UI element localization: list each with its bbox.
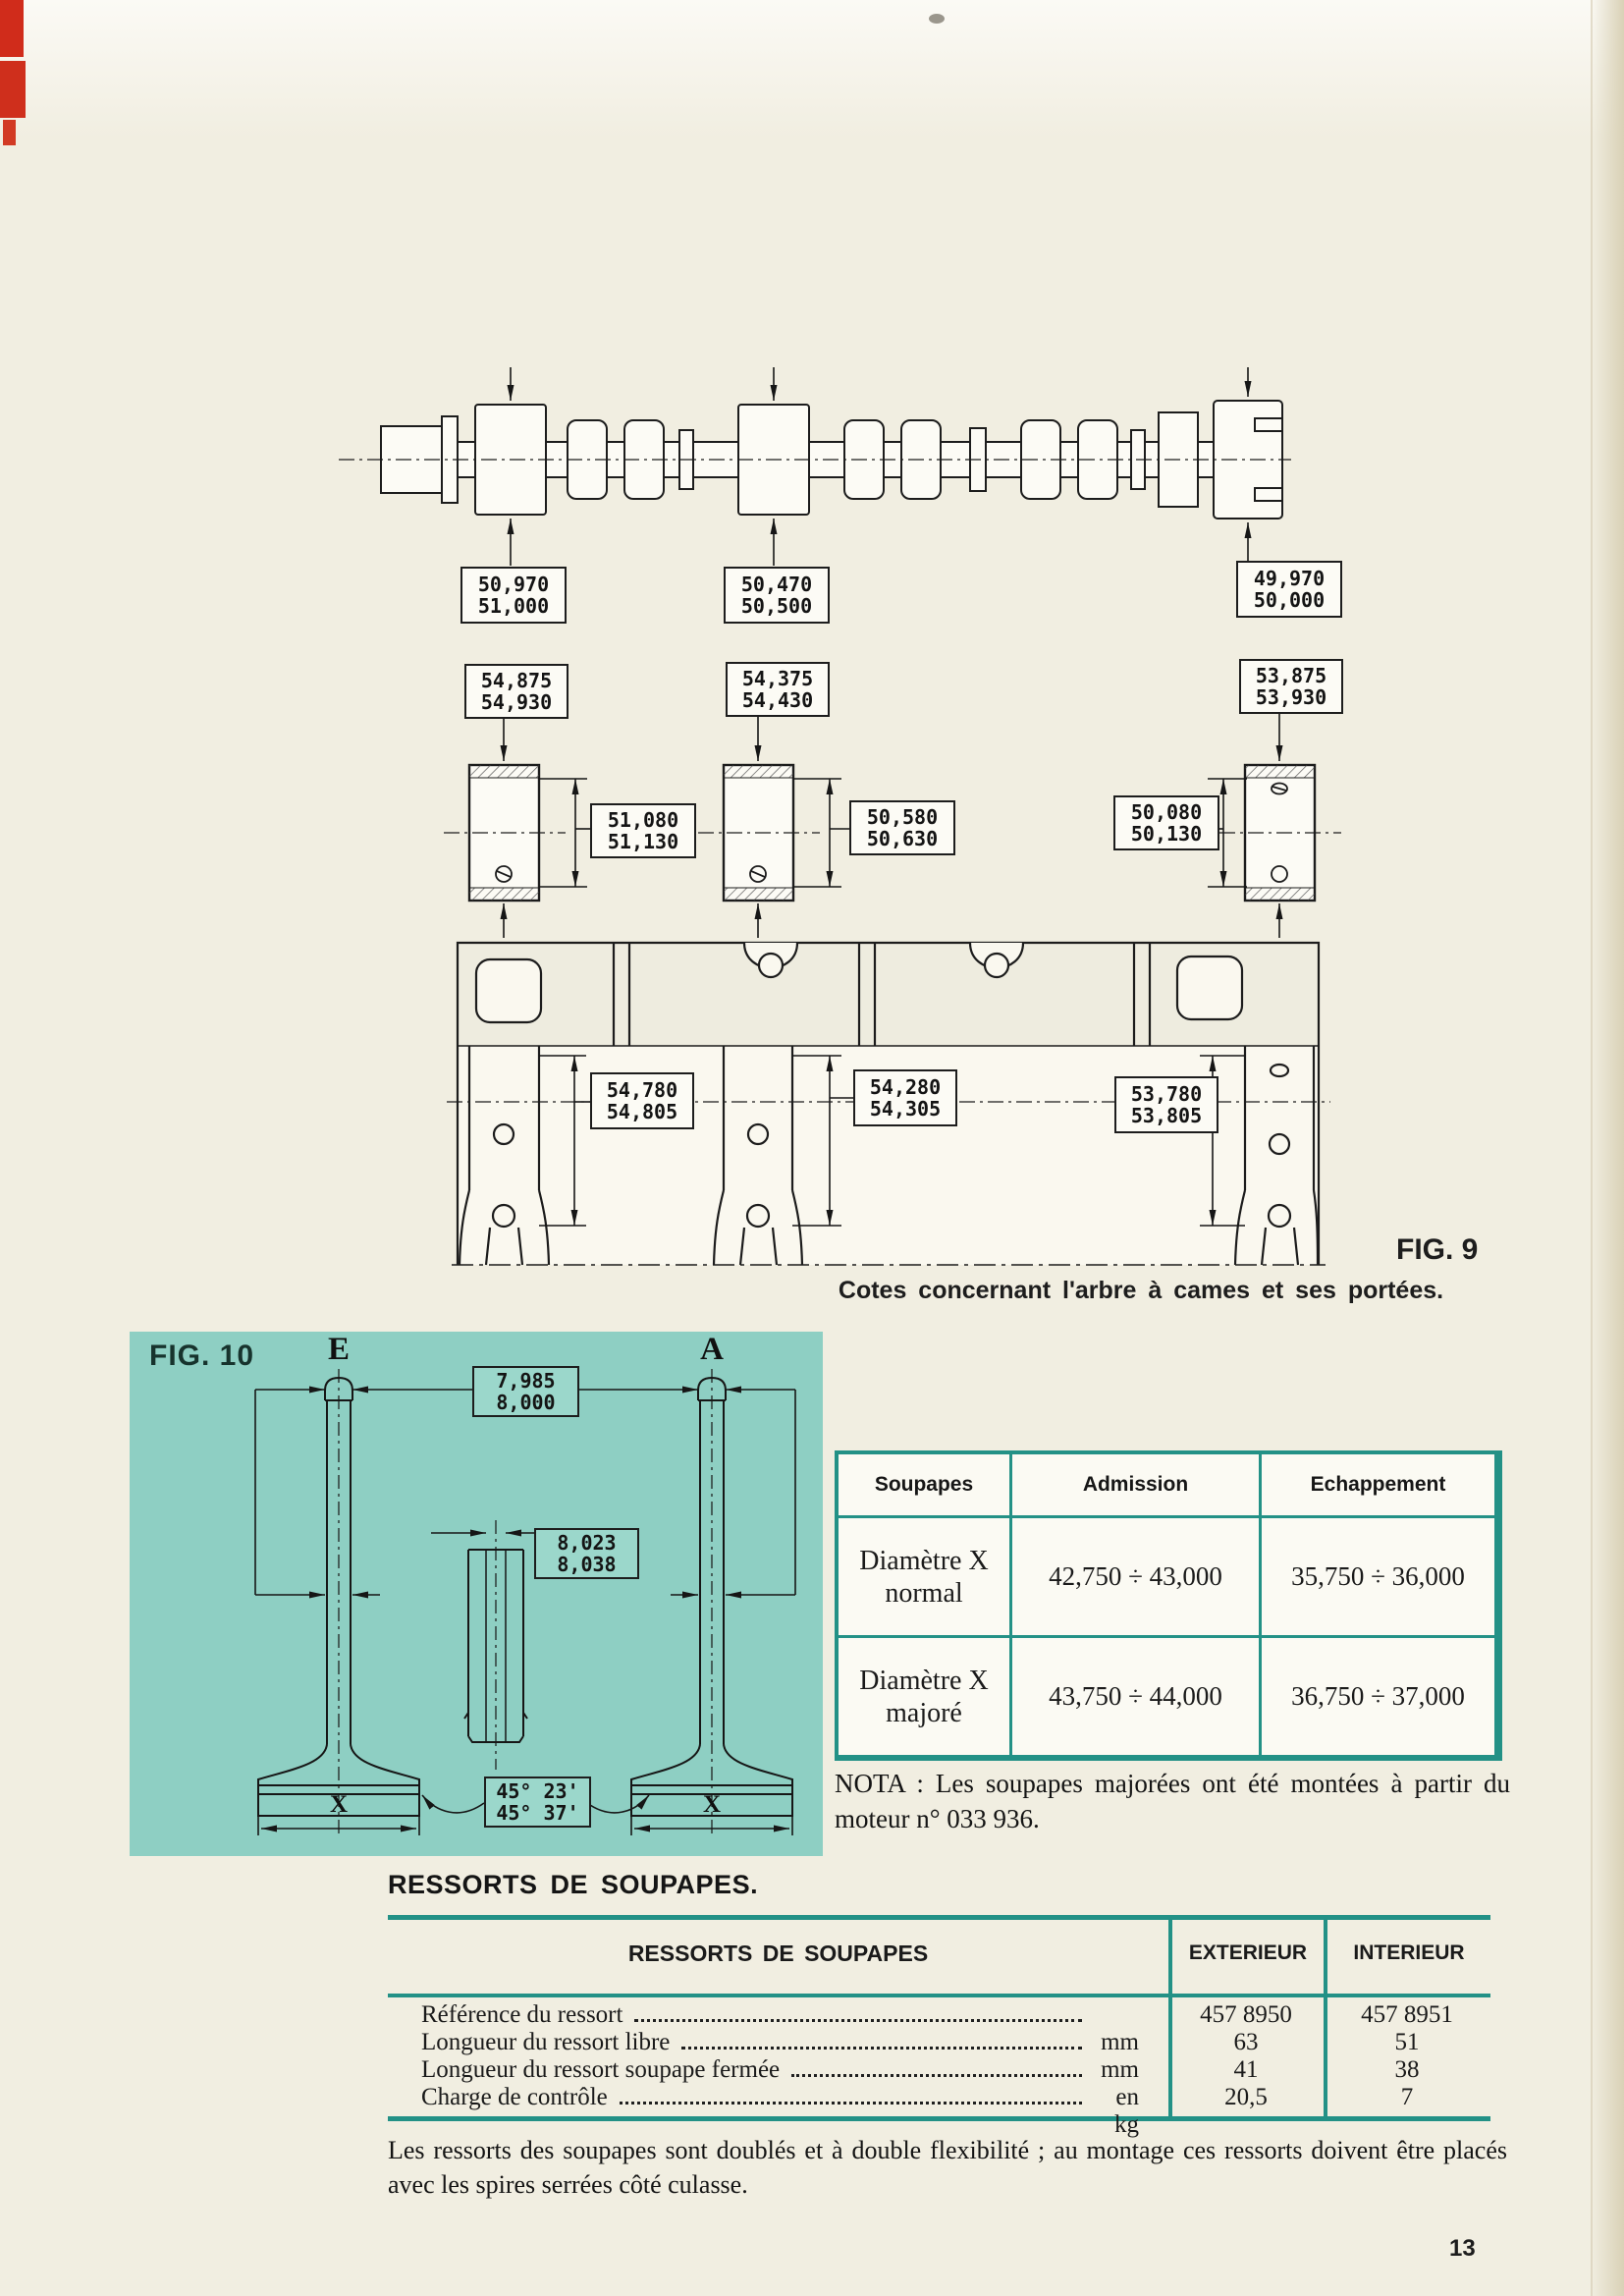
cell-exterieur: 457 8950 <box>1200 2001 1292 2028</box>
dim-box-shell3-bore: 50,080 50,130 <box>1113 795 1219 850</box>
fig10-panel <box>130 1332 823 1856</box>
cell-exterieur: 63 <box>1233 2029 1259 2055</box>
cell-interieur: 38 <box>1394 2056 1420 2083</box>
dim-box-valve-stem: 7,985 8,000 <box>472 1366 579 1417</box>
dim-box-shell2-bore: 50,580 50,630 <box>849 800 955 855</box>
dotted-leader <box>681 2047 1082 2050</box>
page-right-edge-line <box>1591 0 1593 2296</box>
page-number: 13 <box>1449 2235 1476 2262</box>
cell-exterieur: 41 <box>1233 2056 1259 2083</box>
row-unit: mm <box>1101 2029 1139 2055</box>
row-unit: mm <box>1101 2056 1139 2083</box>
dim-box-seat-angle: 45° 23' 45° 37' <box>484 1777 591 1828</box>
scan-speck <box>929 14 945 24</box>
dim-box-shell2-od: 54,375 54,430 <box>726 662 830 717</box>
exhaust-valve-label: E <box>327 1332 350 1367</box>
row-label: Longueur du ressort libre <box>421 2029 671 2055</box>
page-top-light-strip <box>0 0 1624 137</box>
fig9-label: FIG. 9 <box>1396 1233 1479 1266</box>
bearing-shells-drawing <box>432 648 1365 943</box>
col-header-interieur: INTERIEUR <box>1353 1941 1465 1964</box>
row-label-normal: Diamètre X normal <box>839 1518 1009 1635</box>
springs-heading: RESSORTS DE SOUPAPES. <box>388 1870 759 1899</box>
row-label-majore: Diamètre X majoré <box>839 1638 1009 1755</box>
cell-interieur: 7 <box>1400 2084 1414 2110</box>
springs-table-body <box>388 2001 1490 2138</box>
springs-footnote: Les ressorts des soupapes sont doublés et à double flexibilité ; au montage ces ressorts doivent être placés avec les spires serrées côté culasse. <box>388 2136 1507 2199</box>
dim-box-guide-bore: 8,023 8,038 <box>534 1528 639 1579</box>
cell-interieur: 51 <box>1394 2029 1420 2055</box>
springs-table <box>388 1915 1490 2138</box>
dotted-leader <box>620 2102 1082 2105</box>
dim-box-housing-bore3: 53,780 53,805 <box>1114 1076 1218 1133</box>
col-header-admission: Admission <box>1012 1454 1259 1515</box>
cell-admission-normal: 42,750 ÷ 43,000 <box>1012 1518 1259 1635</box>
dim-box-journal1-shaft: 50,970 51,000 <box>460 567 567 624</box>
dim-box-housing-bore1: 54,780 54,805 <box>590 1072 694 1129</box>
fig9-caption: Cotes concernant l'arbre à cames et ses portées. <box>838 1277 1444 1304</box>
row-label: Référence du ressort <box>421 2001 623 2028</box>
fig10-label: FIG. 10 <box>149 1339 255 1372</box>
dim-box-journal2-shaft: 50,470 50,500 <box>724 567 830 624</box>
cell-interieur: 457 8951 <box>1361 2001 1453 2028</box>
table-row <box>388 2084 1490 2138</box>
table-row <box>388 2029 1490 2056</box>
nota-paragraph: NOTA : Les soupapes majorées ont été montées à partir du moteur n° 033 936. <box>835 1769 1510 1833</box>
x-dim-label-intake: X <box>702 1791 722 1818</box>
intake-valve-label: A <box>700 1332 724 1367</box>
dim-box-shell1-od: 54,875 54,930 <box>464 664 568 719</box>
cell-echappement-normal: 35,750 ÷ 36,000 <box>1262 1518 1494 1635</box>
dim-box-shell3-od: 53,875 53,930 <box>1239 659 1343 714</box>
camshaft-drawing <box>334 361 1296 597</box>
red-edge-mark <box>0 61 26 118</box>
dim-box-journal3-shaft: 49,970 50,000 <box>1236 561 1342 618</box>
valve-diameter-table <box>835 1450 1502 1761</box>
cell-admission-majore: 43,750 ÷ 44,000 <box>1012 1638 1259 1755</box>
cell-echappement-majore: 36,750 ÷ 37,000 <box>1262 1638 1494 1755</box>
springs-table-title: RESSORTS DE SOUPAPES <box>627 1941 929 1966</box>
page-right-edge-shadow <box>1591 0 1624 2296</box>
row-label: Longueur du ressort soupape fermée <box>421 2056 781 2083</box>
dim-box-housing-bore2: 54,280 54,305 <box>853 1069 957 1126</box>
red-edge-mark <box>3 120 16 145</box>
x-dim-label-exhaust: X <box>329 1791 349 1818</box>
table-row <box>388 2001 1490 2029</box>
dotted-leader <box>634 2019 1082 2022</box>
dotted-leader <box>791 2074 1082 2077</box>
red-edge-mark <box>0 0 24 57</box>
col-header-exterieur: EXTERIEUR <box>1188 1941 1308 1964</box>
dim-box-shell1-bore: 51,080 51,130 <box>590 803 696 858</box>
col-header-echappement: Echappement <box>1262 1454 1494 1515</box>
row-label: Charge de contrôle <box>421 2084 608 2110</box>
row-unit: en kg <box>1114 2084 1139 2138</box>
col-header-soupapes: Soupapes <box>839 1454 1009 1515</box>
table-row <box>388 2056 1490 2084</box>
cell-exterieur: 20,5 <box>1224 2084 1268 2110</box>
